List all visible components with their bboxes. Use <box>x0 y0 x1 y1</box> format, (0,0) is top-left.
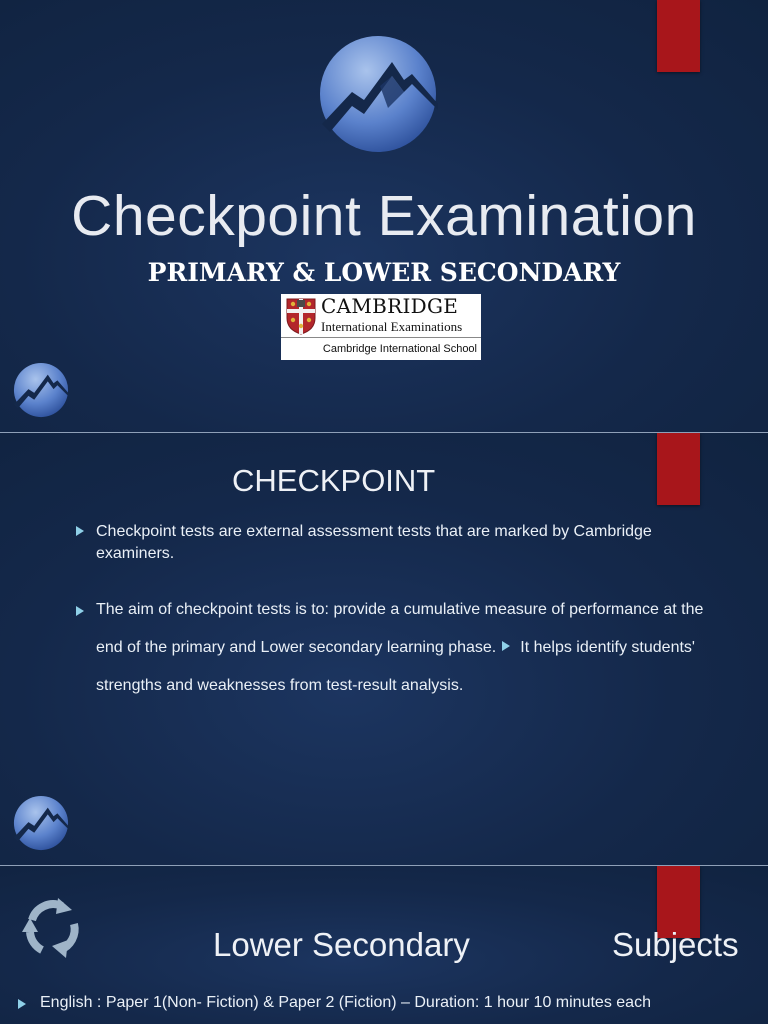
bullet-text-inline: It helps identify students' strengths and weaknesses from test-result analysis. <box>96 639 695 694</box>
list-item <box>76 591 726 705</box>
list-item <box>76 521 726 565</box>
cambridge-crest-icon <box>286 298 316 335</box>
bullet-list <box>76 521 726 705</box>
slide-title-text: Checkpoint Examination <box>71 184 697 248</box>
triangle-bullet-icon <box>76 606 84 616</box>
slide-checkpoint <box>0 433 768 865</box>
cambridge-name: CAMBRIDGE <box>321 294 459 318</box>
mountain-globe-icon <box>12 362 70 420</box>
bullet-text: Checkpoint tests are external assessment tests that are marked by Cambridge examiners. <box>96 523 652 562</box>
mountain-globe-icon <box>12 795 70 853</box>
triangle-bullet-icon <box>18 999 26 1009</box>
mountain-globe-icon <box>318 36 438 156</box>
slide-subjects <box>0 866 768 1024</box>
bullet-text: The aim of checkpoint tests is to: provide a cumulative measure of performance at the end of the primary and Lower secondary learning phase. <box>96 601 704 656</box>
cambridge-logo <box>281 294 481 360</box>
slide-heading-left: Lower Secondary <box>213 926 470 963</box>
list-item <box>18 994 768 1012</box>
bullet-text: English : Paper 1(Non- Fiction) & Paper 2 (Fiction) – Duration: 1 hour 10 minutes each <box>40 994 651 1011</box>
slide-heading-right: Subjects <box>612 926 739 963</box>
slide-subtitle: PRIMARY & LOWER SECONDARY <box>147 258 621 287</box>
slide-heading: CHECKPOINT <box>232 463 436 498</box>
red-accent-bar <box>657 0 700 72</box>
slide-title <box>0 0 768 432</box>
cambridge-subtitle: International Examinations <box>321 319 463 334</box>
cambridge-school: Cambridge International School <box>322 343 477 355</box>
triangle-bullet-icon <box>502 641 510 651</box>
triangle-bullet-icon <box>76 526 84 536</box>
red-accent-bar <box>657 433 700 505</box>
cambridge-divider <box>281 337 481 338</box>
recycle-arrows-icon <box>18 894 86 962</box>
